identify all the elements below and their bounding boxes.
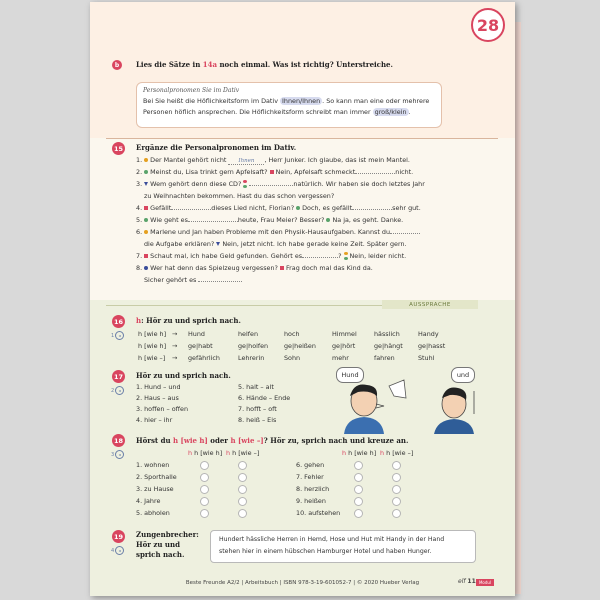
word-pair: 1. Hund – und: [136, 383, 181, 391]
sentence-8: 8. Wer hat denn das Spielzeug vergessen? Frag doch mal das Kind da.: [136, 264, 373, 272]
answer-gap[interactable]: [188, 221, 238, 222]
circle-bullet-icon: [144, 230, 148, 234]
audio-icon: ◂: [115, 546, 124, 555]
word-item: 7. Fehler: [296, 473, 324, 481]
word-item: 2. Sporthalle: [136, 473, 177, 481]
audio-track-3[interactable]: 3 ◂: [111, 450, 124, 459]
sound-label: h [wie h]: [138, 330, 167, 338]
page-number: elf 11: [458, 578, 476, 585]
checkbox-wie-h[interactable]: [354, 461, 363, 470]
answer-gap[interactable]: [249, 185, 293, 186]
sound-label: h [wie h]: [138, 342, 167, 350]
practice-word: ge|heißen: [284, 342, 316, 350]
page-edge: [515, 22, 521, 594]
word-item: 5. abholen: [136, 509, 170, 517]
word-item: 6. gehen: [296, 461, 325, 469]
checkbox-wie-h[interactable]: [354, 497, 363, 506]
practice-word: gefährlich: [188, 354, 220, 362]
word-item: 4. Jahre: [136, 497, 161, 505]
checkbox-wie-none[interactable]: [392, 461, 401, 470]
sentence-2: 2. Meinst du, Lisa trinkt gern Apfelsaft? Nein, Apfelsaft schmeckt nicht.: [136, 168, 414, 176]
exercise-ref: 14a: [202, 60, 218, 69]
practice-word: ge|hört: [332, 342, 356, 350]
square-bullet-icon: [144, 254, 148, 258]
word-item: 10. aufstehen: [296, 509, 341, 517]
sentence-5: 5. Wie geht es heute, Frau Meier? Besser? Na ja, es geht. Danke.: [136, 216, 404, 224]
traffic-light-icon: [344, 252, 348, 260]
practice-word: Hund: [188, 330, 205, 338]
word-pair: 3. hoffen – offen: [136, 405, 189, 413]
practice-word: ge|hängt: [374, 342, 403, 350]
exercise-18-instruction: Hörst du h [wie h] oder h [wie –]? Hör zu, sprich nach und kreuze an.: [136, 436, 409, 445]
circle-bullet-icon: [144, 266, 148, 270]
audio-track-2[interactable]: 2 ◂: [111, 386, 124, 395]
speech-bubble-und: und: [451, 367, 475, 383]
sentence-1: 1. Der Mantel gehört nicht Ihnen , Herr Junker. Ich glaube, das ist mein Mantel.: [136, 156, 410, 164]
arrow-icon: →: [172, 330, 178, 338]
circle-bullet-icon: [326, 218, 330, 222]
info-line-1: Bei Sie heißt die Höflichkeitsform im Dativ Ihnen/Ihnen . So kann man eine oder mehrere: [143, 97, 430, 105]
col-header-wie-none-right: h h [wie –]: [380, 449, 414, 457]
audio-track-4[interactable]: 4 ◂: [111, 546, 124, 555]
practice-word: Himmel: [332, 330, 357, 338]
traffic-light-icon: [243, 180, 247, 188]
practice-word: helfen: [238, 330, 258, 338]
practice-word: ge|hasst: [418, 342, 446, 350]
checkbox-wie-h[interactable]: [354, 473, 363, 482]
practice-word: hässlich: [374, 330, 400, 338]
audio-icon: ◂: [115, 331, 124, 340]
info-box-title: Personalpronomen Sie im Dativ: [143, 87, 240, 94]
checkbox-wie-none[interactable]: [238, 485, 247, 494]
checkbox-wie-none[interactable]: [238, 461, 247, 470]
word-pair: 5. halt – alt: [238, 383, 274, 391]
square-bullet-icon: [144, 206, 148, 210]
unit-badge: 28: [471, 8, 505, 42]
checkbox-wie-none[interactable]: [238, 473, 247, 482]
square-bullet-icon: [280, 266, 284, 270]
sentence-6: 6. Marlene und Jan haben Probleme mit den Physik-Hausaufgaben. Kannst du: [136, 228, 420, 236]
checkbox-wie-h[interactable]: [200, 497, 209, 506]
speaking-boys-illustration: [334, 376, 484, 434]
checkbox-wie-h[interactable]: [200, 473, 209, 482]
word-item: 8. herzlich: [296, 485, 330, 493]
tongue-twister-line-1: Hundert hässliche Herren in Hemd, Hose und Hut mit Handy in der Hand: [219, 536, 445, 543]
col-header-wie-h-right: h h [wie h]: [342, 449, 377, 457]
col-header-wie-none-left: h h [wie –]: [226, 449, 260, 457]
exercise-number-18: 18: [112, 434, 125, 447]
diamond-bullet-icon: [296, 206, 300, 210]
practice-word: ge|habt: [188, 342, 213, 350]
tongue-twister-title-3: sprich nach.: [136, 550, 185, 559]
answer-gap[interactable]: [171, 209, 211, 210]
practice-word: hoch: [284, 330, 300, 338]
checkbox-wie-h[interactable]: [200, 461, 209, 470]
sentence-3-cont: zu Weihnachten bekommen. Hast du das schon vergessen?: [144, 192, 335, 200]
audio-track-1[interactable]: 1 ◂: [111, 331, 124, 340]
checkbox-wie-h[interactable]: [354, 509, 363, 518]
triangle-bullet-icon: [144, 182, 148, 186]
choice-gross-klein[interactable]: groß/klein: [374, 108, 407, 116]
checkbox-wie-h[interactable]: [354, 485, 363, 494]
practice-word: Sohn: [284, 354, 301, 362]
practice-word: ge|holfen: [238, 342, 269, 350]
checkbox-wie-h[interactable]: [200, 509, 209, 518]
circle-bullet-icon: [144, 158, 148, 162]
answer-example: Ihnen: [228, 158, 264, 165]
practice-word: mehr: [332, 354, 349, 362]
word-pair: 8. heiß – Eis: [238, 416, 277, 424]
speech-bubble-hund: Hund: [336, 367, 364, 383]
checkbox-wie-none[interactable]: [392, 509, 401, 518]
audio-icon: ◂: [115, 386, 124, 395]
tongue-twister-title-2: Hör zu und: [136, 540, 180, 549]
info-line-2: Personen höflich ansprechen. Die Höflichkeitsform schreibt man immer groß/klein .: [143, 108, 411, 116]
checkbox-wie-none[interactable]: [392, 473, 401, 482]
divider: [106, 305, 382, 306]
answer-gap[interactable]: [390, 233, 420, 234]
practice-word: Lehrerin: [238, 354, 265, 362]
square-bullet-icon: [270, 170, 274, 174]
word-pair: 4. hier – ihr: [136, 416, 173, 424]
arrow-icon: →: [172, 354, 178, 362]
exercise-17-instruction: Hör zu und sprich nach.: [136, 371, 231, 380]
sentence-4: 4. Gefällt dieses Lied nicht, Florian? Doch, es gefällt sehr gut.: [136, 204, 421, 212]
word-pair: 2. Haus – aus: [136, 394, 179, 402]
audio-icon: ◂: [115, 450, 124, 459]
sentence-8-cont: Sicher gehört es: [144, 276, 242, 284]
practice-word: Stuhl: [418, 354, 435, 362]
footer-text: Beste Freunde A2/2 | Arbeitsbuch | ISBN 978-3-19-601052-7 | © 2020 Hueber Verlag: [185, 580, 420, 586]
grammar-info-box: [136, 82, 442, 128]
diamond-bullet-icon: [144, 218, 148, 222]
exercise-16-instruction: h: Hör zu und sprich nach.: [136, 316, 241, 325]
word-item: 3. zu Hause: [136, 485, 174, 493]
circle-bullet-icon: [144, 170, 148, 174]
answer-gap[interactable]: [355, 173, 395, 174]
exercise-number-15: 15: [112, 142, 125, 155]
tongue-twister-line-2: stehen hier in einem hübschen Hamburger Hotel und haben Hunger.: [219, 548, 432, 555]
exercise-b-instruction: Lies die Sätze in 14a noch einmal. Was ist richtig? Unterstreiche.: [136, 60, 393, 69]
exercise-15-instruction: Ergänze die Personalpronomen im Dativ.: [136, 143, 297, 152]
checkbox-wie-none[interactable]: [238, 497, 247, 506]
sentence-7: 7. Schaut mal, ich habe Geld gefunden. Gehört es ? Nein, leider nicht.: [136, 252, 407, 260]
practice-word: fahren: [374, 354, 395, 362]
sentence-3: 3. Wem gehört denn diese CD? natürlich. Wir haben sie doch letztes Jahr: [136, 180, 425, 188]
checkbox-wie-h[interactable]: [200, 485, 209, 494]
word-pair: 6. Hände – Ende: [238, 394, 291, 402]
word-item: 1. wohnen: [136, 461, 170, 469]
answer-gap[interactable]: [302, 257, 338, 258]
module-tag: Modul: [476, 579, 494, 586]
answer-gap[interactable]: [198, 281, 242, 282]
exercise-number-17: 17: [112, 370, 125, 383]
choice-ihnen[interactable]: Ihnen/Ihnen: [282, 97, 321, 105]
checkbox-wie-none[interactable]: [238, 509, 247, 518]
exercise-letter-b: b: [112, 60, 122, 70]
word-item: 9. heißen: [296, 497, 326, 505]
practice-word: Handy: [418, 330, 439, 338]
aussprache-label: AUSSPRACHE: [382, 300, 478, 309]
sentence-6-cont: die Aufgabe erklären? Nein, jetzt nicht. Ich habe gerade keine Zeit. Später gern.: [144, 240, 407, 248]
exercise-number-16: 16: [112, 315, 125, 328]
checkbox-wie-none[interactable]: [392, 497, 401, 506]
word-pair: 7. hofft – oft: [238, 405, 277, 413]
tongue-twister-box: [210, 530, 476, 563]
triangle-bullet-icon: [216, 242, 220, 246]
sound-label: h [wie –]: [138, 354, 166, 362]
tongue-twister-title-1: Zungenbrecher:: [136, 530, 199, 539]
divider: [106, 138, 498, 139]
workbook-page: [90, 2, 515, 596]
answer-gap[interactable]: [352, 209, 392, 210]
checkbox-wie-none[interactable]: [392, 485, 401, 494]
arrow-icon: →: [172, 342, 178, 350]
col-header-wie-h-left: h h [wie h]: [188, 449, 223, 457]
exercise-number-19: 19: [112, 530, 125, 543]
